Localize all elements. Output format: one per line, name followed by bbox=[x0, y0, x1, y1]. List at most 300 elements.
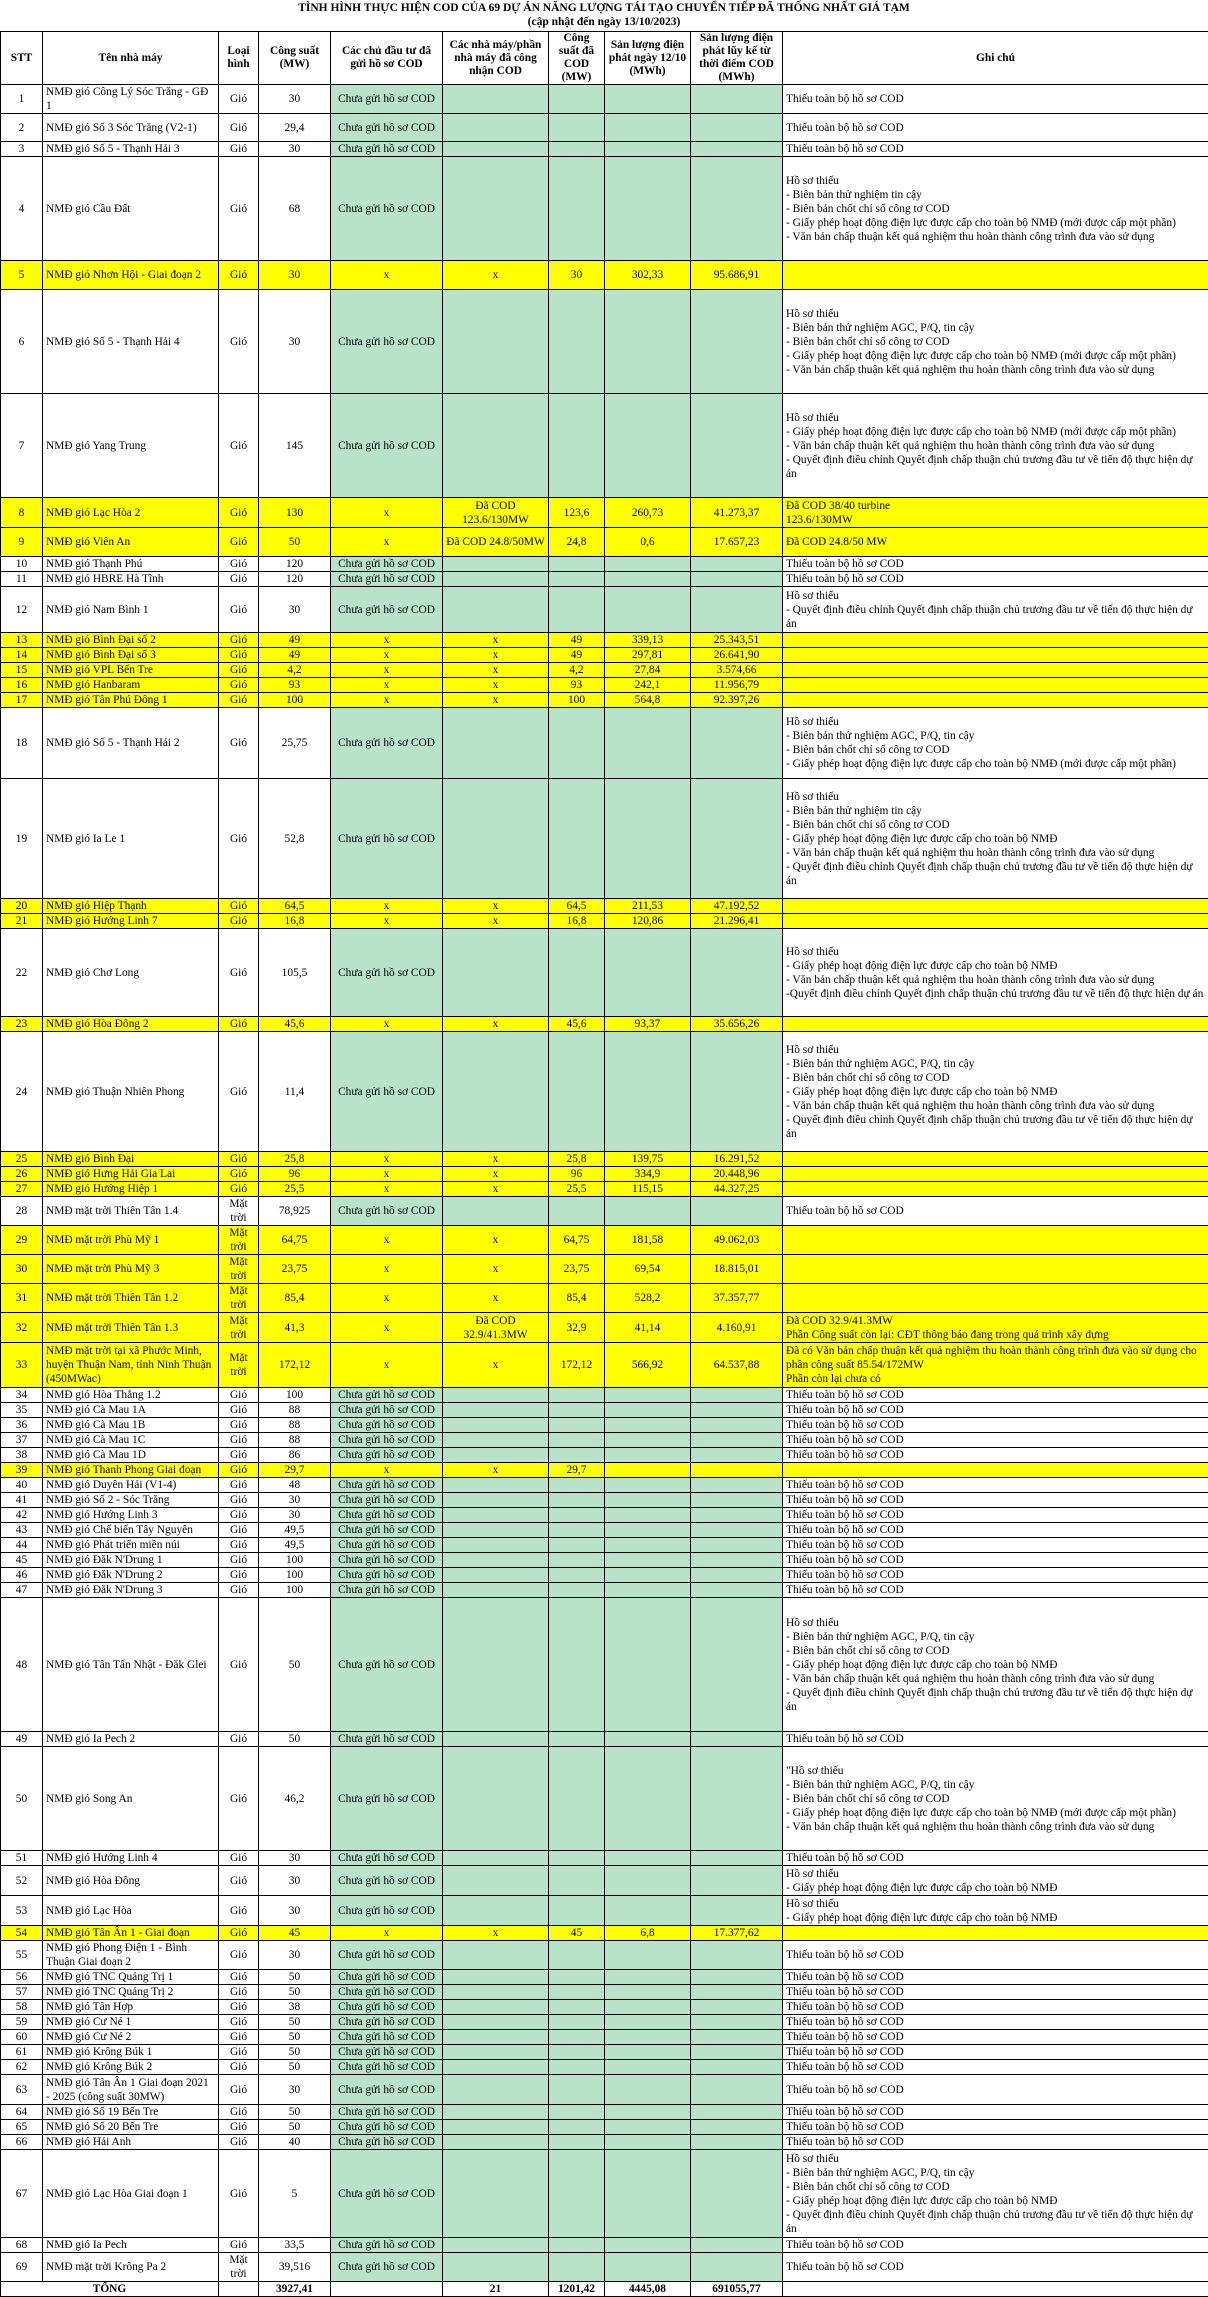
cell-sent: Chưa gửi hồ sơ COD bbox=[331, 1478, 443, 1493]
cell-type: Gió bbox=[219, 157, 259, 261]
cell-cod: Đã COD 24.8/50MW bbox=[443, 528, 549, 557]
cell-name: NMĐ mặt trời Krông Pa 2 bbox=[43, 2253, 219, 2282]
cell-stt: 65 bbox=[1, 2120, 43, 2135]
cell-cap-cod bbox=[549, 2060, 605, 2075]
cell-prod-cum bbox=[691, 114, 783, 142]
cell-type: Gió bbox=[219, 1747, 259, 1851]
table-row bbox=[1, 2015, 1208, 2030]
cell-name: NMĐ gió Ia Pech 2 bbox=[43, 1732, 219, 1747]
cell-note: Hồ sơ thiếu - Giấy phép hoạt động điện lực được cấp cho toàn bộ NMĐ - Văn bản chấp thuận kết quả nghiệm thu hoàn thành công trình đưa vào sử dụng -Quyết định điều chỉnh Quyết định chấp thuận chủ trương đầu tư về tiến độ thực hiện dự án bbox=[783, 929, 1208, 1017]
cell-sent: x bbox=[331, 633, 443, 648]
cell-sent: Chưa gửi hồ sơ COD bbox=[331, 1538, 443, 1553]
cell-cap-cod bbox=[549, 1032, 605, 1152]
cell-sent: Chưa gửi hồ sơ COD bbox=[331, 2120, 443, 2135]
cell-stt: 4 bbox=[1, 157, 43, 261]
cell-name: NMĐ gió Số 20 Bến Tre bbox=[43, 2120, 219, 2135]
cell-note: Thiếu toàn bộ hồ sơ COD bbox=[783, 1418, 1208, 1433]
cell-name: NMĐ gió TNC Quảng Trị 2 bbox=[43, 1985, 219, 2000]
cell-prod-day: 0,6 bbox=[605, 528, 691, 557]
cell-note: Thiếu toàn bộ hồ sơ COD bbox=[783, 2253, 1208, 2282]
cell-sent: Chưa gửi hồ sơ COD bbox=[331, 1568, 443, 1583]
cell-type: Mặt trời bbox=[219, 1284, 259, 1313]
table-row bbox=[1, 85, 1208, 114]
table-row bbox=[1, 1747, 1208, 1851]
cell-prod-cum bbox=[691, 2135, 783, 2150]
cell-prod-cum: 18.815,01 bbox=[691, 1255, 783, 1284]
total-label: TỔNG bbox=[1, 2282, 219, 2297]
cell-cod: x bbox=[443, 693, 549, 708]
cell-stt: 42 bbox=[1, 1508, 43, 1523]
cell-stt: 64 bbox=[1, 2105, 43, 2120]
cell-prod-cum bbox=[691, 1747, 783, 1851]
cell-capacity: 30 bbox=[259, 2075, 331, 2105]
cell-prod-cum: 21.296,41 bbox=[691, 914, 783, 929]
cell-cod: x bbox=[443, 1463, 549, 1478]
cell-note: Thiếu toàn bộ hồ sơ COD bbox=[783, 2105, 1208, 2120]
cell-prod-day bbox=[605, 2238, 691, 2253]
table-row bbox=[1, 2253, 1208, 2282]
cell-sent: x bbox=[331, 914, 443, 929]
cell-cod: x bbox=[443, 1284, 549, 1313]
cell-name: NMĐ gió Nhơn Hội - Giai đoạn 2 bbox=[43, 261, 219, 290]
col-header-name: Tên nhà máy bbox=[43, 32, 219, 85]
cell-sent: Chưa gửi hồ sơ COD bbox=[331, 1732, 443, 1747]
cell-sent: x bbox=[331, 1167, 443, 1182]
table-row bbox=[1, 1493, 1208, 1508]
cell-sent: Chưa gửi hồ sơ COD bbox=[331, 1896, 443, 1926]
cell-stt: 35 bbox=[1, 1403, 43, 1418]
cell-stt: 29 bbox=[1, 1226, 43, 1255]
cell-name: NMĐ gió Số 5 - Thạnh Hải 3 bbox=[43, 142, 219, 157]
cell-name: NMĐ gió Viên An bbox=[43, 528, 219, 557]
cell-note: Đã COD 32.9/41.3MW Phần Công suất còn lại: CĐT thông báo đang trong quá trình xây dựng bbox=[783, 1313, 1208, 1343]
table-row bbox=[1, 779, 1208, 899]
cell-cod bbox=[443, 779, 549, 899]
cell-stt: 2 bbox=[1, 114, 43, 142]
cell-prod-day bbox=[605, 1598, 691, 1732]
cell-cap-cod bbox=[549, 157, 605, 261]
cell-note: Thiếu toàn bộ hồ sơ COD bbox=[783, 1985, 1208, 2000]
cell-stt: 11 bbox=[1, 572, 43, 587]
cell-capacity: 39,516 bbox=[259, 2253, 331, 2282]
cell-prod-day bbox=[605, 587, 691, 633]
cell-sent: x bbox=[331, 1313, 443, 1343]
cell-prod-cum bbox=[691, 1568, 783, 1583]
cell-sent: Chưa gửi hồ sơ COD bbox=[331, 572, 443, 587]
cell-capacity: 172,12 bbox=[259, 1343, 331, 1388]
cell-capacity: 49 bbox=[259, 648, 331, 663]
cell-sent: Chưa gửi hồ sơ COD bbox=[331, 290, 443, 394]
cell-cap-cod: 49 bbox=[549, 633, 605, 648]
cell-prod-day: 139,75 bbox=[605, 1152, 691, 1167]
cell-sent: Chưa gửi hồ sơ COD bbox=[331, 1448, 443, 1463]
cell-prod-cum bbox=[691, 557, 783, 572]
cell-prod-cum bbox=[691, 2060, 783, 2075]
cell-cod bbox=[443, 1553, 549, 1568]
cell-stt: 50 bbox=[1, 1747, 43, 1851]
cell-stt: 39 bbox=[1, 1463, 43, 1478]
cell-cod bbox=[443, 1197, 549, 1226]
cell-prod-cum: 49.062,03 bbox=[691, 1226, 783, 1255]
cell-stt: 1 bbox=[1, 85, 43, 114]
table-row bbox=[1, 1553, 1208, 1568]
table-row bbox=[1, 1403, 1208, 1418]
table-row bbox=[1, 1866, 1208, 1896]
cell-capacity: 50 bbox=[259, 2030, 331, 2045]
cell-type: Gió bbox=[219, 1478, 259, 1493]
cell-stt: 43 bbox=[1, 1523, 43, 1538]
cell-prod-day bbox=[605, 1403, 691, 1418]
col-header-sent: Các chủ đầu tư đã gửi hồ sơ COD bbox=[331, 32, 443, 85]
cell-capacity: 30 bbox=[259, 587, 331, 633]
cod-status-table bbox=[0, 31, 1208, 2297]
cell-sent: Chưa gửi hồ sơ COD bbox=[331, 157, 443, 261]
cell-stt: 5 bbox=[1, 261, 43, 290]
cell-sent: Chưa gửi hồ sơ COD bbox=[331, 1197, 443, 1226]
cell-cod bbox=[443, 142, 549, 157]
cell-sent: Chưa gửi hồ sơ COD bbox=[331, 557, 443, 572]
cell-stt: 34 bbox=[1, 1388, 43, 1403]
cell-name: NMĐ gió Hướng Linh 4 bbox=[43, 1851, 219, 1866]
cell-type: Gió bbox=[219, 498, 259, 528]
cell-prod-cum bbox=[691, 2030, 783, 2045]
cell-note: Hồ sơ thiếu - Biên bản thử nghiệm AGC, P/Q, tin cậy - Biên bản chốt chỉ số công tơ COD - Giấy phép hoạt động điện lực được cấp cho toàn bộ NMĐ (mới được cấp một phần) bbox=[783, 708, 1208, 779]
cell-stt: 26 bbox=[1, 1167, 43, 1182]
cell-cod bbox=[443, 394, 549, 498]
cell-name: NMĐ gió Hướng Hiệp 1 bbox=[43, 1182, 219, 1197]
cell-stt: 22 bbox=[1, 929, 43, 1017]
cell-capacity: 100 bbox=[259, 1583, 331, 1598]
col-header-prod-day: Sản lượng điện phát ngày 12/10 (MWh) bbox=[605, 32, 691, 85]
cell-sent: Chưa gửi hồ sơ COD bbox=[331, 708, 443, 779]
cell-prod-day: 564,8 bbox=[605, 693, 691, 708]
cell-capacity: 11,4 bbox=[259, 1032, 331, 1152]
cell-name: NMĐ mặt trời Thiên Tân 1.3 bbox=[43, 1313, 219, 1343]
cell-cod bbox=[443, 1388, 549, 1403]
cell-prod-day bbox=[605, 1478, 691, 1493]
cell-stt: 21 bbox=[1, 914, 43, 929]
table-row bbox=[1, 557, 1208, 572]
cell-prod-day: 41,14 bbox=[605, 1313, 691, 1343]
cell-type: Gió bbox=[219, 1970, 259, 1985]
cell-sent: Chưa gửi hồ sơ COD bbox=[331, 1388, 443, 1403]
cell-cap-cod bbox=[549, 2105, 605, 2120]
cell-capacity: 100 bbox=[259, 1553, 331, 1568]
cell-prod-day bbox=[605, 2105, 691, 2120]
table-row bbox=[1, 693, 1208, 708]
cell-type: Gió bbox=[219, 1448, 259, 1463]
cell-prod-day: 181,58 bbox=[605, 1226, 691, 1255]
cell-cap-cod: 85,4 bbox=[549, 1284, 605, 1313]
cell-note bbox=[783, 1017, 1208, 1032]
cell-cod bbox=[443, 708, 549, 779]
table-row bbox=[1, 1732, 1208, 1747]
cell-name: NMĐ gió Cà Mau 1C bbox=[43, 1433, 219, 1448]
cell-type: Mặt trời bbox=[219, 1197, 259, 1226]
cell-prod-cum bbox=[691, 2075, 783, 2105]
table-row bbox=[1, 1313, 1208, 1343]
cell-prod-cum bbox=[691, 1896, 783, 1926]
cell-cap-cod: 64,75 bbox=[549, 1226, 605, 1255]
table-row bbox=[1, 1388, 1208, 1403]
cell-sent: Chưa gửi hồ sơ COD bbox=[331, 114, 443, 142]
cell-cap-cod bbox=[549, 1388, 605, 1403]
cell-type: Gió bbox=[219, 1403, 259, 1418]
cell-name: NMĐ gió Công Lý Sóc Trăng - GĐ 1 bbox=[43, 85, 219, 114]
cell-cod: x bbox=[443, 1017, 549, 1032]
cell-cod bbox=[443, 1941, 549, 1970]
cell-stt: 27 bbox=[1, 1182, 43, 1197]
cell-note bbox=[783, 1182, 1208, 1197]
cell-type: Mặt trời bbox=[219, 1343, 259, 1388]
cell-capacity: 50 bbox=[259, 1970, 331, 1985]
cell-sent: x bbox=[331, 899, 443, 914]
cell-cap-cod: 64,5 bbox=[549, 899, 605, 914]
cell-sent: Chưa gửi hồ sơ COD bbox=[331, 1433, 443, 1448]
cell-cod: x bbox=[443, 899, 549, 914]
cell-prod-cum bbox=[691, 1478, 783, 1493]
table-row bbox=[1, 290, 1208, 394]
cell-sent: x bbox=[331, 1017, 443, 1032]
cell-cap-cod: 93 bbox=[549, 678, 605, 693]
cell-prod-day bbox=[605, 1538, 691, 1553]
cell-name: NMĐ gió TNC Quảng Trị 1 bbox=[43, 1970, 219, 1985]
cell-note: Thiếu toàn bộ hồ sơ COD bbox=[783, 2075, 1208, 2105]
cell-prod-day bbox=[605, 2135, 691, 2150]
cell-cap-cod bbox=[549, 2238, 605, 2253]
cell-cap-cod bbox=[549, 142, 605, 157]
cell-type: Gió bbox=[219, 779, 259, 899]
cell-prod-cum bbox=[691, 708, 783, 779]
cell-prod-cum bbox=[691, 1583, 783, 1598]
cell-cap-cod bbox=[549, 394, 605, 498]
cell-prod-cum: 11.956,79 bbox=[691, 678, 783, 693]
table-row bbox=[1, 114, 1208, 142]
cell-type: Gió bbox=[219, 678, 259, 693]
cell-sent: Chưa gửi hồ sơ COD bbox=[331, 1747, 443, 1851]
cell-cap-cod bbox=[549, 2015, 605, 2030]
cell-capacity: 30 bbox=[259, 85, 331, 114]
cell-sent: Chưa gửi hồ sơ COD bbox=[331, 2135, 443, 2150]
cell-sent: x bbox=[331, 648, 443, 663]
cell-cod bbox=[443, 2105, 549, 2120]
cell-name: NMĐ gió Hanbaram bbox=[43, 678, 219, 693]
cell-capacity: 30 bbox=[259, 1493, 331, 1508]
cell-prod-day bbox=[605, 290, 691, 394]
cell-type: Gió bbox=[219, 929, 259, 1017]
cell-stt: 63 bbox=[1, 2075, 43, 2105]
cell-stt: 45 bbox=[1, 1553, 43, 1568]
cell-stt: 32 bbox=[1, 1313, 43, 1343]
cell-prod-day: 211,53 bbox=[605, 899, 691, 914]
cell-cap-cod bbox=[549, 1851, 605, 1866]
cell-prod-cum: 25.343,51 bbox=[691, 633, 783, 648]
total-prod-cum: 691055,77 bbox=[691, 2282, 783, 2297]
cell-note bbox=[783, 1152, 1208, 1167]
cell-prod-day bbox=[605, 2000, 691, 2015]
cell-type: Gió bbox=[219, 2105, 259, 2120]
cell-prod-cum bbox=[691, 1493, 783, 1508]
cell-cap-cod bbox=[549, 2075, 605, 2105]
cell-prod-day bbox=[605, 1388, 691, 1403]
cell-note: Hồ sơ thiếu - Biên bản thử nghiệm AGC, P/Q, tin cậy - Biên bản chốt chỉ số công tơ COD - Giấy phép hoạt động điện lực được cấp cho toàn bộ NMĐ - Văn bản chấp thuận kết quả nghiệm thu hoàn thành công trình đưa vào sử dụng - Quyết định điều chỉnh Quyết định chấp thuận chủ trương đầu tư về tiến độ thực hiện dự án bbox=[783, 1032, 1208, 1152]
cell-prod-cum bbox=[691, 1866, 783, 1896]
cell-name: NMĐ gió Cà Mau 1A bbox=[43, 1403, 219, 1418]
cell-prod-cum: 44.327,25 bbox=[691, 1182, 783, 1197]
cell-cod bbox=[443, 587, 549, 633]
cell-cap-cod: 32,9 bbox=[549, 1313, 605, 1343]
cell-prod-cum: 16.291,52 bbox=[691, 1152, 783, 1167]
cell-prod-cum bbox=[691, 1732, 783, 1747]
cell-prod-day bbox=[605, 2030, 691, 2045]
cell-note: Thiếu toàn bộ hồ sơ COD bbox=[783, 2000, 1208, 2015]
cell-type: Gió bbox=[219, 1388, 259, 1403]
cell-stt: 53 bbox=[1, 1896, 43, 1926]
cell-prod-day bbox=[605, 2060, 691, 2075]
cell-type: Gió bbox=[219, 2030, 259, 2045]
cell-prod-cum: 64.537,88 bbox=[691, 1343, 783, 1388]
cell-name: NMĐ mặt trời Phù Mỹ 1 bbox=[43, 1226, 219, 1255]
cell-prod-day bbox=[605, 557, 691, 572]
cell-cap-cod: 30 bbox=[549, 261, 605, 290]
cell-name: NMĐ gió Bình Đại số 3 bbox=[43, 648, 219, 663]
cell-stt: 57 bbox=[1, 1985, 43, 2000]
table-row bbox=[1, 708, 1208, 779]
cell-name: NMĐ gió HBRE Hà Tĩnh bbox=[43, 572, 219, 587]
cell-prod-day bbox=[605, 1448, 691, 1463]
cell-stt: 68 bbox=[1, 2238, 43, 2253]
cell-prod-cum bbox=[691, 1463, 783, 1478]
cell-cod: x bbox=[443, 678, 549, 693]
cell-cod: x bbox=[443, 1226, 549, 1255]
total-prod-day: 4445,08 bbox=[605, 2282, 691, 2297]
table-row bbox=[1, 1255, 1208, 1284]
cell-name: NMĐ gió Thanh Phong Giai đoạn bbox=[43, 1463, 219, 1478]
cell-note: Thiếu toàn bộ hồ sơ COD bbox=[783, 1538, 1208, 1553]
cell-prod-day: 115,15 bbox=[605, 1182, 691, 1197]
cell-name: NMĐ gió Tân Hợp bbox=[43, 2000, 219, 2015]
cell-cod bbox=[443, 1493, 549, 1508]
table-row bbox=[1, 587, 1208, 633]
cell-cod bbox=[443, 1508, 549, 1523]
cell-cod: x bbox=[443, 633, 549, 648]
cell-cap-cod bbox=[549, 1583, 605, 1598]
cell-type: Gió bbox=[219, 2120, 259, 2135]
table-row bbox=[1, 1896, 1208, 1926]
cell-cap-cod bbox=[549, 2030, 605, 2045]
cell-note: Thiếu toàn bộ hồ sơ COD bbox=[783, 2060, 1208, 2075]
cell-note: Thiếu toàn bộ hồ sơ COD bbox=[783, 1448, 1208, 1463]
cell-type: Gió bbox=[219, 2045, 259, 2060]
cell-sent: Chưa gửi hồ sơ COD bbox=[331, 2060, 443, 2075]
table-row bbox=[1, 1017, 1208, 1032]
col-header-note: Ghi chú bbox=[783, 32, 1208, 85]
cell-stt: 48 bbox=[1, 1598, 43, 1732]
cell-stt: 37 bbox=[1, 1433, 43, 1448]
cell-capacity: 30 bbox=[259, 1941, 331, 1970]
cell-name: NMĐ gió Ia Pech bbox=[43, 2238, 219, 2253]
table-row bbox=[1, 1598, 1208, 1732]
cell-capacity: 25,75 bbox=[259, 708, 331, 779]
cell-capacity: 45,6 bbox=[259, 1017, 331, 1032]
cell-name: NMĐ gió Ia Le 1 bbox=[43, 779, 219, 899]
cell-prod-cum bbox=[691, 2015, 783, 2030]
cell-capacity: 30 bbox=[259, 261, 331, 290]
table-row bbox=[1, 1284, 1208, 1313]
table-row bbox=[1, 914, 1208, 929]
cell-capacity: 145 bbox=[259, 394, 331, 498]
cell-stt: 55 bbox=[1, 1941, 43, 1970]
cell-note: Thiếu toàn bộ hồ sơ COD bbox=[783, 1508, 1208, 1523]
cell-capacity: 25,5 bbox=[259, 1182, 331, 1197]
cell-prod-day bbox=[605, 394, 691, 498]
table-row bbox=[1, 1478, 1208, 1493]
cell-type: Gió bbox=[219, 261, 259, 290]
cell-capacity: 50 bbox=[259, 2045, 331, 2060]
table-row bbox=[1, 1197, 1208, 1226]
cell-cap-cod bbox=[549, 587, 605, 633]
cell-sent: Chưa gửi hồ sơ COD bbox=[331, 2253, 443, 2282]
cell-type: Gió bbox=[219, 2060, 259, 2075]
cell-prod-day bbox=[605, 1418, 691, 1433]
table-row bbox=[1, 498, 1208, 528]
cell-cap-cod: 23,75 bbox=[549, 1255, 605, 1284]
cell-prod-day: 6,8 bbox=[605, 1926, 691, 1941]
cell-cap-cod: 45 bbox=[549, 1926, 605, 1941]
table-row bbox=[1, 2105, 1208, 2120]
table-row bbox=[1, 1538, 1208, 1553]
cell-type: Gió bbox=[219, 633, 259, 648]
cell-sent: Chưa gửi hồ sơ COD bbox=[331, 142, 443, 157]
total-capacity: 3927,41 bbox=[259, 2282, 331, 2297]
cell-sent: Chưa gửi hồ sơ COD bbox=[331, 1508, 443, 1523]
cell-type: Gió bbox=[219, 587, 259, 633]
cell-prod-day: 69,54 bbox=[605, 1255, 691, 1284]
cell-note: Hồ sơ thiếu - Biên bản thử nghiệm AGC, P/Q, tin cậy - Biên bản chốt chỉ số công tơ COD - Giấy phép hoạt động điện lực được cấp cho toàn bộ NMĐ - Văn bản chấp thuận kết quả nghiệm thu hoàn thành công trình đưa vào sử dụng - Quyết định điều chỉnh Quyết định chấp thuận chủ trương đầu tư về tiến độ thực hiện dự án bbox=[783, 1598, 1208, 1732]
table-row bbox=[1, 1985, 1208, 2000]
cell-type: Gió bbox=[219, 1583, 259, 1598]
table-row bbox=[1, 899, 1208, 914]
cell-stt: 7 bbox=[1, 394, 43, 498]
cell-note: Thiếu toàn bộ hồ sơ COD bbox=[783, 114, 1208, 142]
cell-prod-day bbox=[605, 708, 691, 779]
table-row bbox=[1, 648, 1208, 663]
total-cod: 21 bbox=[443, 2282, 549, 2297]
cell-cap-cod bbox=[549, 1747, 605, 1851]
cell-prod-day: 242,1 bbox=[605, 678, 691, 693]
cell-sent: Chưa gửi hồ sơ COD bbox=[331, 1985, 443, 2000]
cell-cap-cod bbox=[549, 1732, 605, 1747]
cell-stt: 52 bbox=[1, 1866, 43, 1896]
cell-cod bbox=[443, 1538, 549, 1553]
table-row bbox=[1, 1343, 1208, 1388]
cell-cod bbox=[443, 290, 549, 394]
cell-prod-cum bbox=[691, 1985, 783, 2000]
cell-prod-day bbox=[605, 2150, 691, 2238]
table-row bbox=[1, 1926, 1208, 1941]
cell-capacity: 5 bbox=[259, 2150, 331, 2238]
cell-name: NMĐ gió Cầu Đất bbox=[43, 157, 219, 261]
cell-note bbox=[783, 1284, 1208, 1313]
cell-capacity: 30 bbox=[259, 1508, 331, 1523]
cell-note bbox=[783, 1226, 1208, 1255]
cell-stt: 58 bbox=[1, 2000, 43, 2015]
cell-capacity: 30 bbox=[259, 1851, 331, 1866]
cell-prod-cum: 17.377,62 bbox=[691, 1926, 783, 1941]
cell-cap-cod bbox=[549, 1970, 605, 1985]
cell-type: Gió bbox=[219, 914, 259, 929]
cell-note bbox=[783, 1926, 1208, 1941]
